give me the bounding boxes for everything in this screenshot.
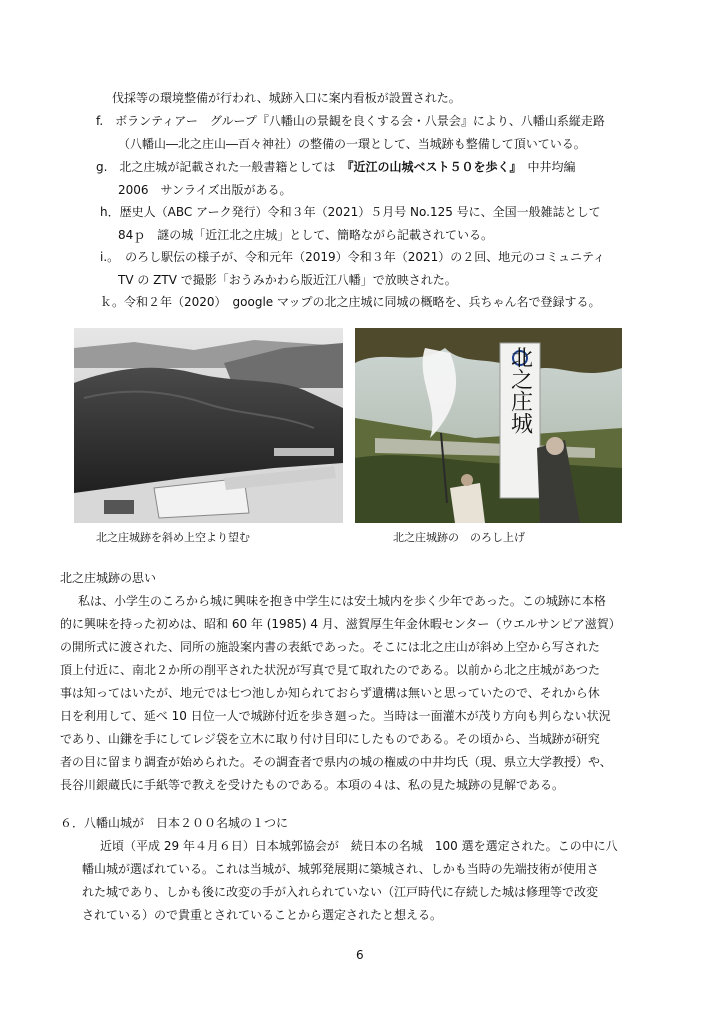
- page-number: 6: [356, 948, 364, 962]
- thoughts-line-1: 私は、小学生のころから城に興味を抱き中学生には安土城内を歩く少年であった。この城跡に本格: [78, 594, 606, 608]
- item-k-line1: ｋ。令和２年（2020） google マップの北之庄城に同城の概略を、兵ちゃん名で登録する。: [100, 295, 601, 309]
- item-g-line1: [96, 159, 575, 175]
- aerial-photo: [74, 328, 343, 523]
- item-i-line1: i.。 のろし駅伝の様子が、令和元年（2019）令和３年（2021）の２回、地元のコミュニティ: [100, 250, 606, 264]
- item-h-line1: h．歴史人（ABC アーク発行）令和３年（2021）５月号 No.125 号に、全国一般雑誌として: [100, 205, 601, 219]
- item-i-line2: TV の ZTV で撮影「おうみかわら版近江八幡」で放映された。: [118, 273, 457, 287]
- section6-line-2: 幡山城が選ばれている。これは当城が、城郭発展期に築城され、しかも当時の先端技術が使用さ: [82, 862, 599, 876]
- item-h-line2: 84ｐ 謎の城「近江北之庄城」として、簡略ながら記載されている。: [118, 228, 494, 242]
- thoughts-line-3: の開所式に渡された、同所の施設案内書の表紙であった。そこには北之庄山が斜め上空から写された: [60, 640, 600, 654]
- thoughts-line-6: 日を利用して、延べ 10 日位一人で城跡付近を歩き廻った。当時は一面灌木が茂り方向も判らない状況: [60, 709, 611, 723]
- smoke-signal-caption: 北之庄城跡の のろし上げ: [393, 531, 525, 544]
- aerial-photo-image: [74, 328, 343, 523]
- smoke-signal-photo: [355, 328, 622, 523]
- banner-text: 北之庄城: [507, 346, 533, 434]
- thoughts-line-7: であり、山鎌を手にしてレジ袋を立木に取り付け目印にしたものである。その頃から、当城跡が研究: [60, 732, 600, 746]
- thoughts-line-9: 長谷川銀蔵氏に手紙等で教えを受けたものである。本項の４は、私の見た城跡の見解である。: [60, 778, 565, 792]
- thoughts-line-4: 頂上付近に、南北２か所の削平された状況が写真で見て取れたのである。以前から北之庄城があつた: [60, 663, 601, 677]
- aerial-photo-caption: 北之庄城跡を斜め上空より望む: [96, 531, 250, 544]
- thoughts-line-2: 的に興味を持った初めは、昭和 60 年 (1985) 4 月、滋賀厚生年金休暇センター（ウエルサンピア滋賀）: [60, 617, 621, 631]
- thoughts-line-8: 者の目に留まり調査が始められた。その調査者で県内の城の権威の中井均氏（現、県立大学教授）や、: [60, 755, 612, 769]
- item-f-line1: f. ボランティアー グループ『八幡山の景観を良くする会・八景会』により、八幡山系縦走路: [96, 114, 605, 128]
- thoughts-line-5: 事は知ってはいたが、地元では七つ池しか知られておらず遺構は無いと思っていたので、それから休: [60, 686, 600, 700]
- item-e-continuation: 伐採等の環境整備が行われ、城跡入口に案内看板が設置された。: [112, 91, 461, 105]
- item-f-line2: （八幡山―北之庄山―百々神社）の整備の一環として、当城跡も整備して頂いている。: [118, 137, 586, 151]
- section6-heading: ６．八幡山城が 日本２００名城の１つに: [60, 816, 289, 830]
- thoughts-heading: 北之庄城跡の思い: [60, 571, 157, 585]
- section6-line-3: れた城であり、しかも後に改変の手が入れられていない（江戸時代に存続した城は修理等で改変: [82, 885, 599, 899]
- section6-line-4: されている）ので貴重とされていることから選定されたと想える。: [82, 908, 443, 922]
- item-g-line2: 2006 サンライズ出版がある。: [118, 183, 292, 197]
- smoke-signal-photo-image: [355, 328, 622, 523]
- item-g-editor: 中井均編: [515, 160, 576, 174]
- book-title: 『近江の山城ベスト５０を歩く』: [347, 160, 516, 174]
- section6-line-1: 近頃（平成 29 年４月６日）日本城郭協会が 続日本の名城 100 選を選定された。この中に八: [100, 839, 618, 853]
- item-g-text: g. 北之庄城が記載された一般書籍としては: [96, 160, 348, 174]
